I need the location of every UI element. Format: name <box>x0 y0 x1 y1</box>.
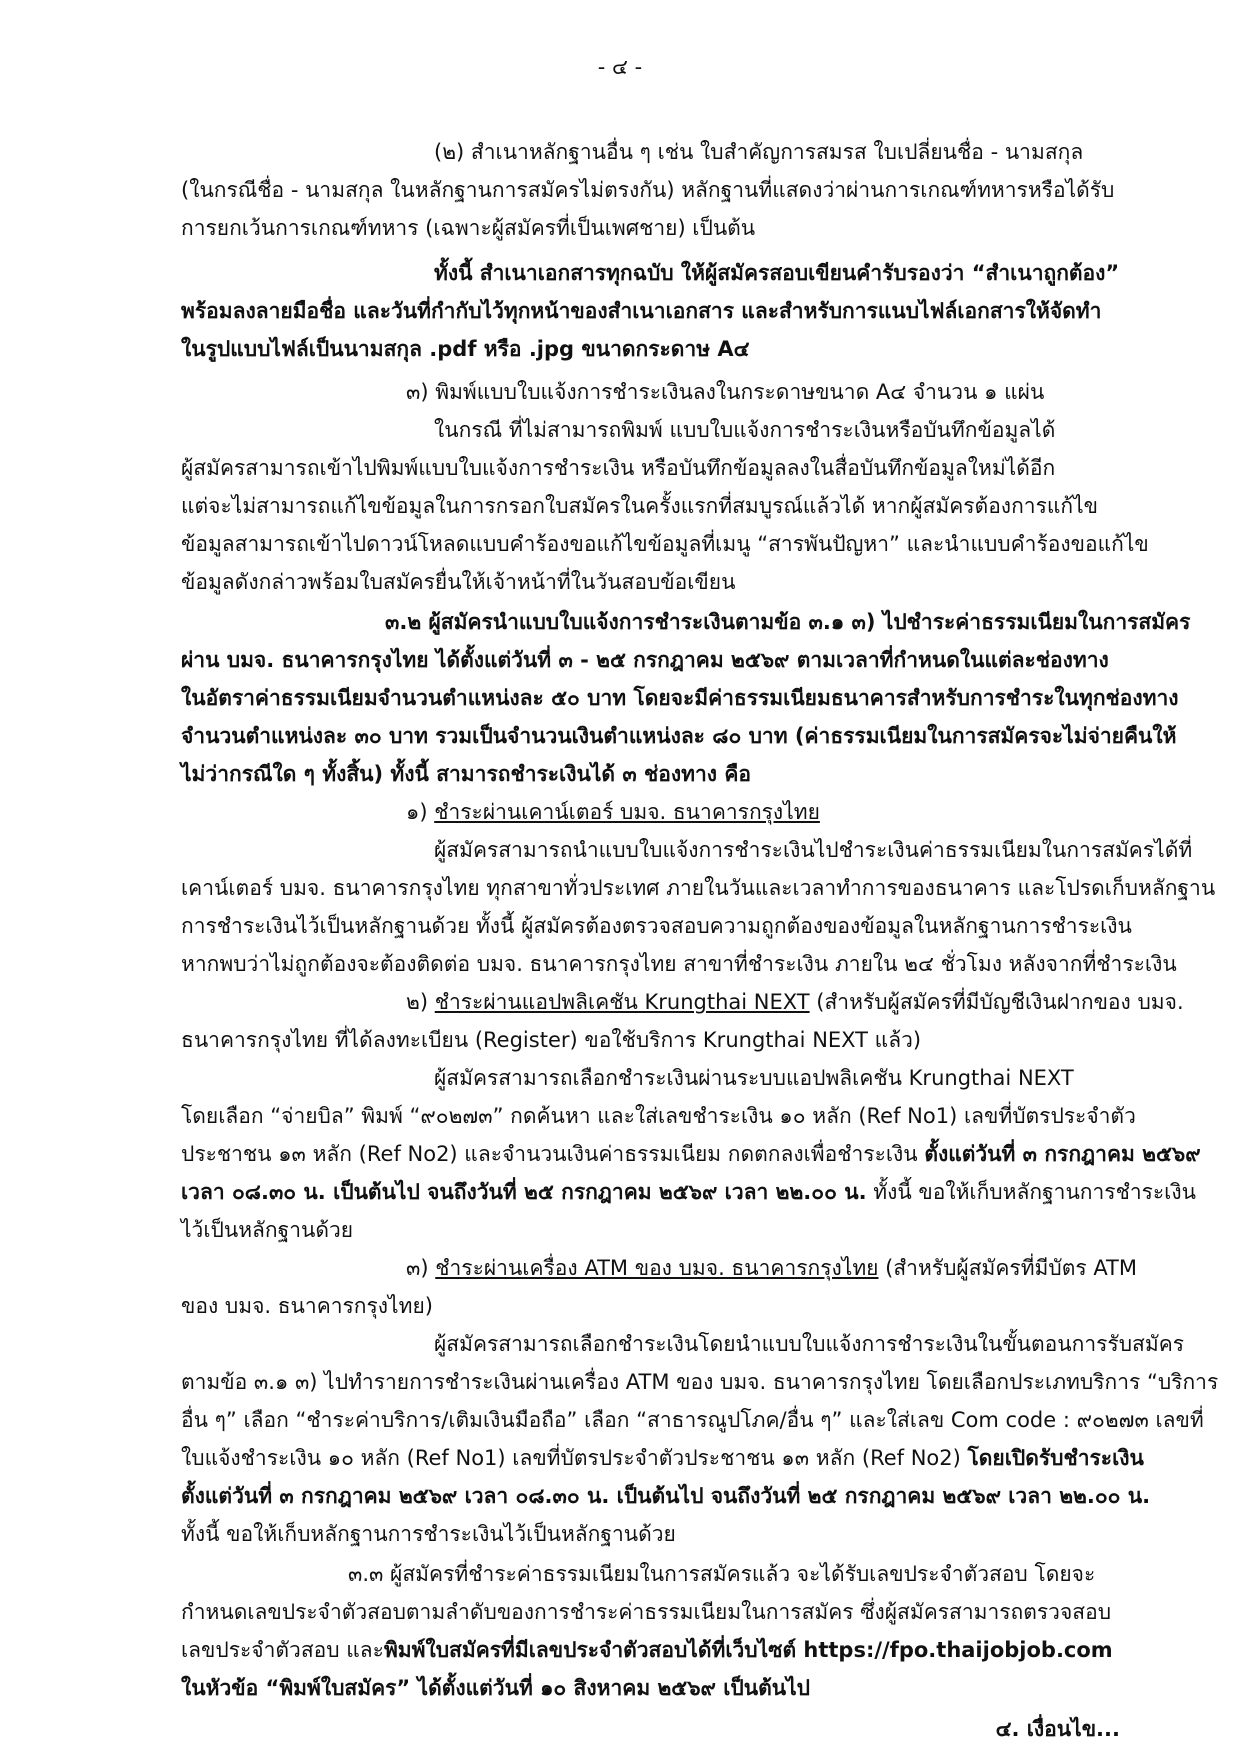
paragraph-line: (๒) สำเนาหลักฐานอื่น ๆ เช่น ใบสำคัญการสมรส ใบเปลี่ยนชื่อ - นามสกุล <box>434 140 1084 164</box>
paragraph-line: ทั้งนี้ ขอให้เก็บหลักฐานการชำระเงินไว้เป็นหลักฐานด้วย <box>181 1522 676 1546</box>
paragraph-line: ธนาคารกรุงไทย ที่ได้ลงทะเบียน (Register) ขอใช้บริการ Krungthai NEXT แล้ว) <box>181 1028 922 1052</box>
paragraph-line: โดยเลือก “จ่ายบิล” พิมพ์ “๙๐๒๗๓” กดค้นหา และใส่เลขชำระเงิน ๑๐ หลัก (Ref No1) เลขที่บัตรประจำตัว <box>181 1104 1136 1128</box>
text-run-bold: เวลา ๐๘.๓๐ น. เป็นต้นไป จนถึงวันที่ ๒๕ กรกฎาคม ๒๕๖๙ เวลา ๒๒.๐๐ น. <box>181 1180 867 1204</box>
paragraph-line: ในรูปแบบไฟล์เป็นนามสกุล .pdf หรือ .jpg ขนาดกระดาษ A๔ <box>181 337 750 361</box>
paragraph-line: กำหนดเลขประจำตัวสอบตามลำดับของการชำระค่าธรรมเนียมในการสมัคร ซึ่งผู้สมัครสามารถตรวจสอบ <box>181 1600 1112 1624</box>
paragraph-line: ในกรณี ที่ไม่สามารถพิมพ์ แบบใบแจ้งการชำระเงินหรือบันทึกข้อมูลได้ <box>434 418 1056 442</box>
channel-1-title: ชำระผ่านเคาน์เตอร์ บมจ. ธนาคารกรุงไทย <box>434 800 820 824</box>
paragraph-line: ทั้งนี้ สำเนาเอกสารทุกฉบับ ให้ผู้สมัครสอบเขียนคำรับรองว่า “สำเนาถูกต้อง” <box>434 261 1120 285</box>
paragraph-line <box>0 1139 1201 1169</box>
paragraph-line: ๓.๒ ผู้สมัครนำแบบใบแจ้งการชำระเงินตามข้อ ๓.๑ ๓) ไปชำระค่าธรรมเนียมในการสมัคร <box>385 610 1191 634</box>
channel-3-heading <box>0 1253 1137 1283</box>
paragraph-line: การชำระเงินไว้เป็นหลักฐานด้วย ทั้งนี้ ผู้สมัครต้องตรวจสอบความถูกต้องของข้อมูลในหลักฐานการชำระเงิน <box>181 914 1132 938</box>
paragraph-line: ผู้สมัครสามารถเข้าไปพิมพ์แบบใบแจ้งการชำระเงิน หรือบันทึกข้อมูลลงในสื่อบันทึกข้อมูลใหม่ได้อีก <box>181 456 1056 480</box>
channel-2-note: (สำหรับผู้สมัครที่มีบัญชีเงินฝากของ บมจ. <box>809 990 1184 1014</box>
paragraph-line: ไว้เป็นหลักฐานด้วย <box>181 1218 354 1242</box>
channel-3-title: ชำระผ่านเครื่อง ATM ของ บมจ. ธนาคารกรุงไทย <box>435 1256 879 1280</box>
channel-1-heading <box>0 797 1130 827</box>
paragraph-line: ๓) พิมพ์แบบใบแจ้งการชำระเงินลงในกระดาษขนาด A๔ จำนวน ๑ แผ่น <box>406 380 1045 404</box>
text-run: ใบแจ้งชำระเงิน ๑๐ หลัก (Ref No1) เลขที่บัตรประจำตัวประชาชน ๑๓ หลัก (Ref No2) <box>181 1446 968 1470</box>
paragraph-line: ผู้สมัครสามารถนำแบบใบแจ้งการชำระเงินไปชำระเงินค่าธรรมเนียมในการสมัครได้ที่ <box>434 838 1193 862</box>
paragraph-line <box>0 1177 1196 1207</box>
paragraph-line: อื่น ๆ” เลือก “ชำระค่าบริการ/เติมเงินมือถือ” เลือก “สาธารณูปโภค/อื่น ๆ” และใส่เลข Com code : ๙๐๒๗๓ เลขที่ <box>181 1408 1204 1432</box>
paragraph-line: ในอัตราค่าธรรมเนียมจำนวนตำแหน่งละ ๕๐ บาท โดยจะมีค่าธรรมเนียมธนาคารสำหรับการชำระในทุกช่องทาง <box>181 686 1179 710</box>
paragraph-line <box>0 1443 1144 1473</box>
paragraph-line: การยกเว้นการเกณฑ์ทหาร (เฉพาะผู้สมัครที่เป็นเพศชาย) เป็นต้น <box>181 216 756 240</box>
list-number: ๓) <box>406 1256 429 1280</box>
paragraph-line <box>0 1635 1130 1665</box>
text-run-bold: พิมพ์ใบสมัครที่มีเลขประจำตัวสอบได้ที่เว็บไซต์ https://fpo.thaijobjob.com <box>383 1638 1113 1662</box>
paragraph-line: ๓.๓ ผู้สมัครที่ชำระค่าธรรมเนียมในการสมัครแล้ว จะได้รับเลขประจำตัวสอบ โดยจะ <box>348 1562 1096 1586</box>
channel-2-heading <box>0 987 1184 1017</box>
paragraph-line: จำนวนตำแหน่งละ ๓๐ บาท รวมเป็นจำนวนเงินตำแหน่งละ ๘๐ บาท (ค่าธรรมเนียมในการสมัครจะไม่จ่ายคืนให้ <box>181 724 1177 748</box>
text-run: ทั้งนี้ ขอให้เก็บหลักฐานการชำระเงิน <box>866 1180 1196 1204</box>
paragraph-line: ไม่ว่ากรณีใด ๆ ทั้งสิ้น) ทั้งนี้ สามารถชำระเงินได้ ๓ ช่องทาง คือ <box>181 762 751 786</box>
paragraph-line: ตั้งแต่วันที่ ๓ กรกฎาคม ๒๕๖๙ เวลา ๐๘.๓๐ น. เป็นต้นไป จนถึงวันที่ ๒๕ กรกฎาคม ๒๕๖๙ เวลา ๒๒.๐๐ น. <box>181 1484 1151 1508</box>
paragraph-line: ผู้สมัครสามารถเลือกชำระเงินโดยนำแบบใบแจ้งการชำระเงินในขั้นตอนการรับสมัคร <box>434 1332 1185 1356</box>
paragraph-line: พร้อมลงลายมือชื่อ และวันที่กำกับไว้ทุกหน้าของสำเนาเอกสาร และสำหรับการแนบไฟล์เอกสารให้จัดทำ <box>181 299 1102 323</box>
paragraph-line: ของ บมจ. ธนาคารกรุงไทย) <box>181 1294 433 1318</box>
channel-2-title: ชำระผ่านแอปพลิเคชัน Krungthai NEXT <box>434 990 810 1014</box>
paragraph-line: ผู้สมัครสามารถเลือกชำระเงินผ่านระบบแอปพลิเคชัน Krungthai NEXT <box>434 1066 1074 1090</box>
paragraph-line: ข้อมูลสามารถเข้าไปดาวน์โหลดแบบคำร้องขอแก้ไขข้อมูลที่เมนู “สารพันปัญหา” และนำแบบคำร้องขอแก้ไข <box>181 532 1149 556</box>
channel-3-note: (สำหรับผู้สมัครที่มีบัตร ATM <box>878 1256 1137 1280</box>
text-run: ประชาชน ๑๓ หลัก (Ref No2) และจำนวนเงินค่าธรรมเนียม กดตกลงเพื่อชำระเงิน <box>181 1142 925 1166</box>
paragraph-line: เคาน์เตอร์ บมจ. ธนาคารกรุงไทย ทุกสาขาทั่วประเทศ ภายในวันและเวลาทำการของธนาคาร และโปรดเก็บหลักฐาน <box>181 876 1216 900</box>
paragraph-line: แต่จะไม่สามารถแก้ไขข้อมูลในการกรอกใบสมัครในครั้งแรกที่สมบูรณ์แล้วได้ หากผู้สมัครต้องการแก้ไข <box>181 494 1099 518</box>
text-run-bold: ตั้งแต่วันที่ ๓ กรกฎาคม ๒๕๖๙ <box>924 1142 1201 1166</box>
paragraph-line: ข้อมูลดังกล่าวพร้อมใบสมัครยื่นให้เจ้าหน้าที่ในวันสอบข้อเขียน <box>181 570 736 594</box>
paragraph-line: ในหัวข้อ “พิมพ์ใบสมัคร” ได้ตั้งแต่วันที่ ๑๐ สิงหาคม ๒๕๖๙ เป็นต้นไป <box>181 1676 810 1700</box>
paragraph-line: (ในกรณีชื่อ - นามสกุล ในหลักฐานการสมัครไม่ตรงกัน) หลักฐานที่แสดงว่าผ่านการเกณฑ์ทหารหรือได้รับ <box>181 178 1115 202</box>
paragraph-line: ตามข้อ ๓.๑ ๓) ไปทำรายการชำระเงินผ่านเครื่อง ATM ของ บมจ. ธนาคารกรุงไทย โดยเลือกประเภทบริการ “บริการ <box>181 1370 1219 1394</box>
list-number: ๒) <box>406 990 429 1014</box>
continuation-note: ๔. เงื่อนไข... <box>995 1717 1120 1741</box>
paragraph-line: หากพบว่าไม่ถูกต้องจะต้องติดต่อ บมจ. ธนาคารกรุงไทย สาขาที่ชำระเงิน ภายใน ๒๔ ชั่วโมง หลังจากที่ชำระเงิน <box>181 952 1177 976</box>
paragraph-line: ผ่าน บมจ. ธนาคารกรุงไทย ได้ตั้งแต่วันที่ ๓ - ๒๕ กรกฎาคม ๒๕๖๙ ตามเวลาที่กำหนดในแต่ละช่องทาง <box>181 648 1109 672</box>
page-number: - ๔ - <box>597 55 643 79</box>
text-run: เลขประจำตัวสอบ และ <box>181 1638 384 1662</box>
list-number: ๑) <box>406 800 428 824</box>
text-run-bold: โดยเปิดรับชำระเงิน <box>967 1446 1144 1470</box>
